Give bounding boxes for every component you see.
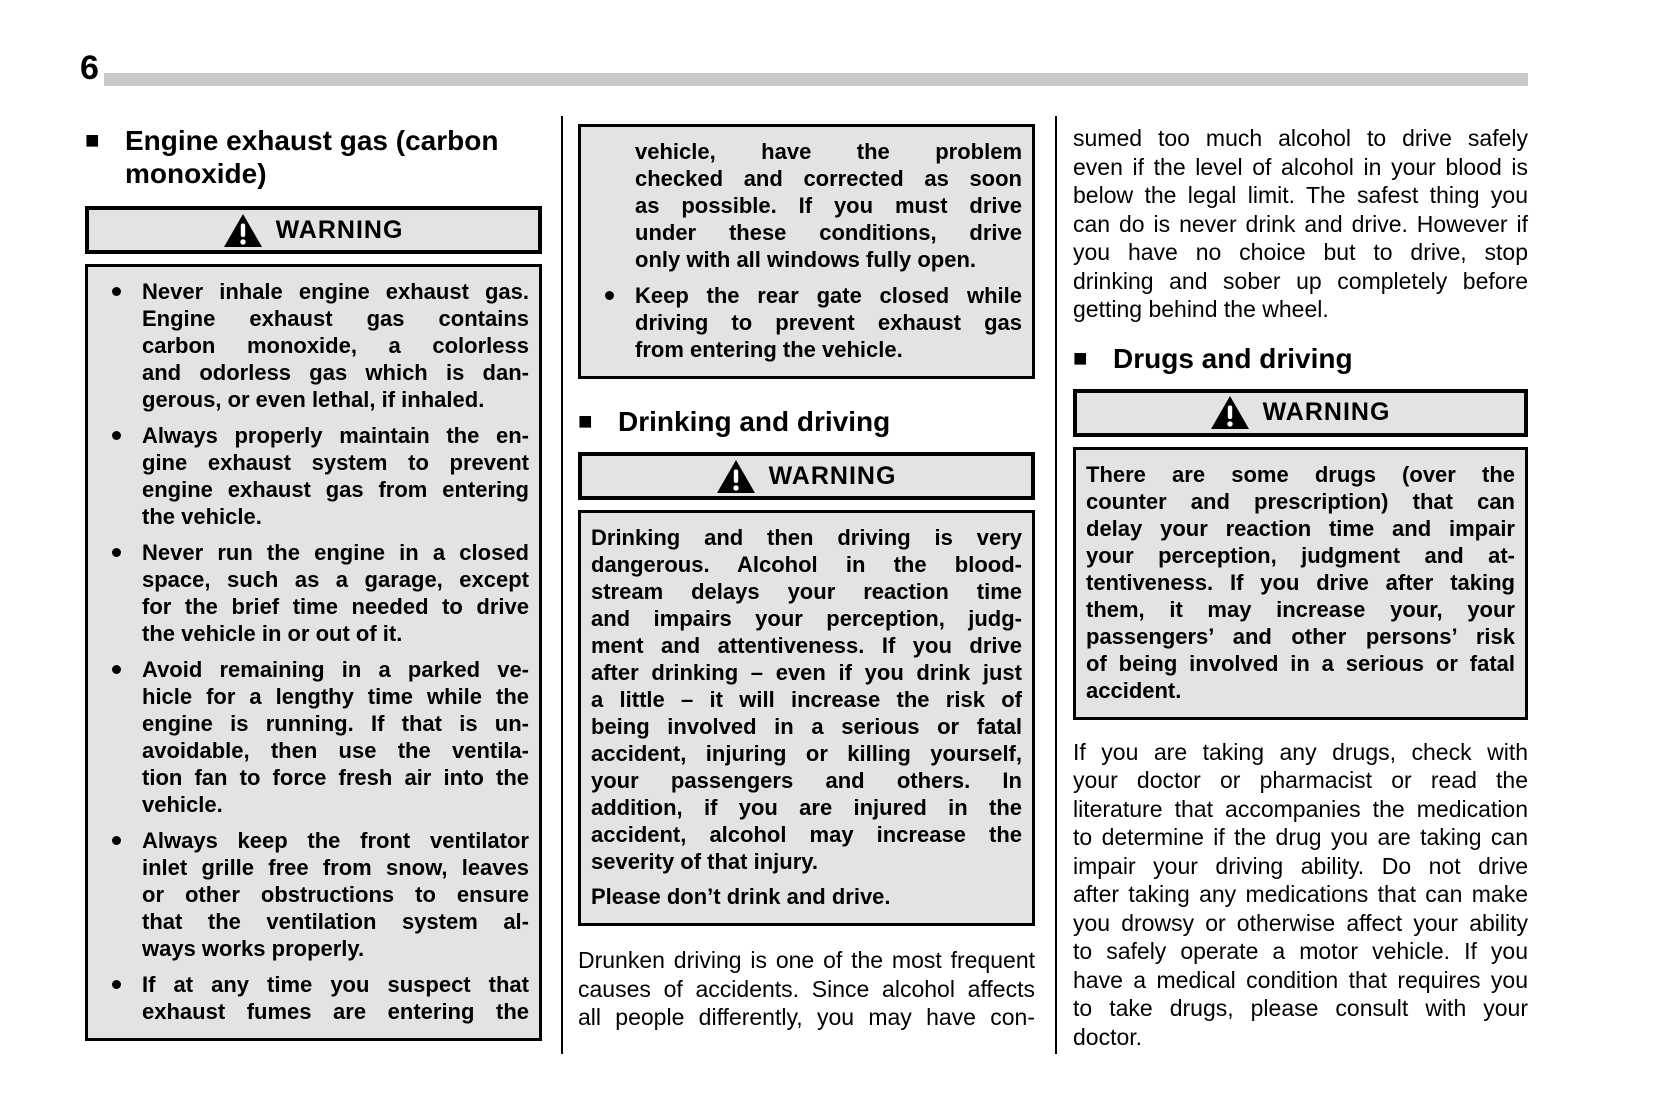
text-line: your perception, judgment and at- xyxy=(1086,542,1515,568)
bullet-dot-icon xyxy=(98,539,142,647)
text-line: engine exhaust gas from entering xyxy=(142,477,529,502)
text-line: literature that accompanies the medication xyxy=(1073,795,1528,822)
text-line: being involved in a serious or fatal xyxy=(591,714,1022,739)
text-line: monoxide) xyxy=(125,158,267,189)
text-line: as possible. If you must drive xyxy=(635,193,1022,218)
bullet-text xyxy=(142,278,529,413)
bullet-dot-icon xyxy=(98,656,142,818)
text-line: If you are taking any drugs, check with xyxy=(1073,738,1528,765)
text-line: have a medical condition that requires you xyxy=(1073,966,1528,993)
text-line: If at any time you suspect that xyxy=(142,972,529,997)
text-line: you have no choice but to drive, stop xyxy=(1073,239,1528,265)
text-line: your passengers and others. In xyxy=(591,768,1022,793)
text-line: ment and attentiveness. If you drive xyxy=(591,633,1022,658)
text-line: impair your driving ability. Do not drive xyxy=(1073,852,1528,879)
warning-label: WARNING xyxy=(1262,398,1391,426)
continuation-text xyxy=(635,138,1022,273)
text-line: engine is running. If that is un- xyxy=(142,711,529,736)
warning-body-exhaust xyxy=(85,264,542,1041)
column-3 xyxy=(1073,124,1528,1051)
text-line: counter and prescription) that can xyxy=(1086,488,1515,514)
text-line: and impairs your perception, judg- xyxy=(591,606,1022,631)
text-line: exhaust fumes are entering the xyxy=(142,999,529,1024)
section-marker: ■ xyxy=(1073,344,1088,372)
bullet-dot-icon xyxy=(591,282,635,363)
bullet-text xyxy=(142,971,529,1025)
text-line: and odorless gas which is dan- xyxy=(142,360,529,385)
text-line: inlet grille free from snow, leaves xyxy=(142,855,529,880)
text-line: after taking any medications that can make xyxy=(1073,881,1528,907)
bullet-item xyxy=(98,971,529,1025)
text-line: space, such as a garage, except xyxy=(142,567,529,592)
text-line: Keep the rear gate closed while xyxy=(635,283,1022,308)
text-line: all people differently, you may have con- xyxy=(578,1004,1035,1030)
text-line: doctor. xyxy=(1073,1023,1143,1050)
bullet-text xyxy=(142,827,529,962)
text-line: stream delays your reaction time xyxy=(591,579,1022,604)
text-line: to take drugs, please consult with your xyxy=(1073,995,1528,1021)
text-line: driving to prevent exhaust gas xyxy=(635,310,1022,335)
warning-body-drugs xyxy=(1073,447,1528,720)
text-line: addition, if you are injured in the xyxy=(591,795,1022,820)
warning-body-drinking xyxy=(578,510,1035,926)
column-divider xyxy=(1055,116,1057,1054)
text-line: Always properly maintain the en- xyxy=(142,423,529,448)
bullet-item xyxy=(98,539,529,647)
text-line: can do is never drink and drive. However if xyxy=(1073,210,1528,237)
header-rule xyxy=(104,73,1528,86)
warning-label: WARNING xyxy=(768,461,897,490)
section-heading-engine-exhaust xyxy=(85,124,542,190)
text-line: gine exhaust system to prevent xyxy=(142,450,529,475)
text-line: sumed too much alcohol to drive safely xyxy=(1073,125,1528,151)
text-line: dangerous. Alcohol in the blood- xyxy=(591,552,1022,577)
text-line: the vehicle. xyxy=(142,504,262,529)
text-line: Engine exhaust gas (carbon xyxy=(125,125,499,156)
text-line: that the ventilation system al- xyxy=(142,909,529,934)
text-line: accident. xyxy=(1086,677,1182,703)
body-paragraph-medications xyxy=(1073,738,1528,1052)
text-line: to safely operate a motor vehicle. If you xyxy=(1073,938,1528,964)
bullet-dot-icon xyxy=(98,827,142,962)
text-line: tion fan to force fresh air into the xyxy=(142,765,529,790)
section-heading-text: Drinking and driving xyxy=(618,406,891,437)
text-line: under these conditions, drive xyxy=(635,220,1022,245)
text-line: Never inhale engine exhaust gas. xyxy=(142,279,529,304)
section-heading-text: Drugs and driving xyxy=(1113,342,1353,374)
continued-bullets xyxy=(591,282,1022,363)
text-line: Engine exhaust gas contains xyxy=(142,306,529,331)
warning-triangle-icon xyxy=(1211,396,1249,429)
bullet-text xyxy=(142,656,529,818)
warning-header xyxy=(1073,389,1528,437)
text-line: even if the level of alcohol in your blood is xyxy=(1073,153,1528,180)
text-line: your doctor or pharmacist or read the xyxy=(1073,767,1528,793)
bullet-dot-icon xyxy=(98,278,142,413)
body-paragraph-alcohol-continued xyxy=(1073,124,1528,324)
text-line: Drunken driving is one of the most frequent xyxy=(578,947,1035,973)
warning-paragraph xyxy=(1086,461,1515,704)
warning-triangle-icon xyxy=(224,214,262,247)
bullet-item xyxy=(98,278,529,413)
text-line: getting behind the wheel. xyxy=(1073,296,1329,322)
section-marker: ■ xyxy=(578,408,593,435)
text-line: Never run the engine in a closed xyxy=(142,540,529,565)
section-heading-drugs xyxy=(1073,342,1528,375)
text-line: avoidable, then use the ventila- xyxy=(142,738,529,763)
warning-paragraph xyxy=(591,524,1022,875)
text-line: drinking and sober up completely before xyxy=(1073,267,1528,294)
bullet-item xyxy=(98,827,529,962)
bullet-dot-icon xyxy=(98,422,142,530)
column-divider xyxy=(561,116,563,1054)
text-line: you drowsy or otherwise affect your ability xyxy=(1073,909,1528,936)
section-heading-text xyxy=(125,124,542,190)
page-number: 6 xyxy=(80,49,99,87)
text-line: delay your reaction time and impair xyxy=(1086,515,1515,541)
column-2 xyxy=(578,124,1035,1032)
text-line: vehicle. xyxy=(142,792,223,817)
bullet-item xyxy=(98,656,529,818)
text-line: Drinking and then driving is very xyxy=(591,525,1022,550)
text-line: or other obstructions to ensure xyxy=(142,882,529,907)
warning-triangle-icon xyxy=(717,460,755,493)
text-line: accident, alcohol may increase the xyxy=(591,822,1022,847)
text-line: Please don’t drink and drive. xyxy=(591,884,891,909)
text-line: from entering the vehicle. xyxy=(635,337,903,362)
text-line: only with all windows fully open. xyxy=(635,247,977,272)
text-line: tentiveness. If you drive after taking xyxy=(1086,569,1515,595)
body-paragraph-drunken-driving xyxy=(578,946,1035,1032)
text-line: of being involved in a serious or fatal xyxy=(1086,650,1515,676)
text-line: a little – it will increase the risk of xyxy=(591,687,1022,712)
bullet-text xyxy=(142,539,529,647)
text-line: ways works properly. xyxy=(142,936,365,961)
text-line: them, it may increase your, your xyxy=(1086,596,1515,622)
section-marker: ■ xyxy=(85,127,100,154)
bullet-item xyxy=(98,422,529,530)
text-line: Always keep the front ventilator xyxy=(142,828,529,853)
bullet-text xyxy=(635,282,1022,363)
warning-label: WARNING xyxy=(275,215,404,244)
warning-paragraph xyxy=(591,883,1022,910)
text-line: to determine if the drug you are taking can xyxy=(1073,824,1528,850)
text-line: passengers’ and other persons’ risk xyxy=(1086,623,1515,649)
text-line: severity of that injury. xyxy=(591,849,818,874)
text-line: carbon monoxide, a colorless xyxy=(142,333,529,358)
text-line: for the brief time needed to drive xyxy=(142,594,529,619)
text-line: Avoid remaining in a parked ve- xyxy=(142,657,529,682)
bullet-dot-icon xyxy=(98,971,142,1025)
bullet-text xyxy=(142,422,529,530)
bullet-item xyxy=(591,282,1022,363)
column-1 xyxy=(85,124,542,1041)
text-line: hicle for a lengthy time while the xyxy=(142,684,529,709)
warning-header xyxy=(578,452,1035,500)
section-heading-drinking xyxy=(578,405,1035,438)
text-line: accident, injuring or killing yourself, xyxy=(591,741,1022,766)
text-line: after drinking – even if you drink just xyxy=(591,660,1022,685)
text-line: below the legal limit. The safest thing you xyxy=(1073,182,1528,208)
text-line: the vehicle in or out of it. xyxy=(142,621,403,646)
warning-header xyxy=(85,206,542,254)
text-line: vehicle, have the problem xyxy=(635,139,1022,164)
text-line: causes of accidents. Since alcohol affects xyxy=(578,975,1035,1002)
text-line: gerous, or even lethal, if inhaled. xyxy=(142,387,485,412)
text-line: There are some drugs (over the xyxy=(1086,461,1515,487)
warning-body-exhaust-continued xyxy=(578,124,1035,379)
text-line: checked and corrected as soon xyxy=(635,166,1022,191)
